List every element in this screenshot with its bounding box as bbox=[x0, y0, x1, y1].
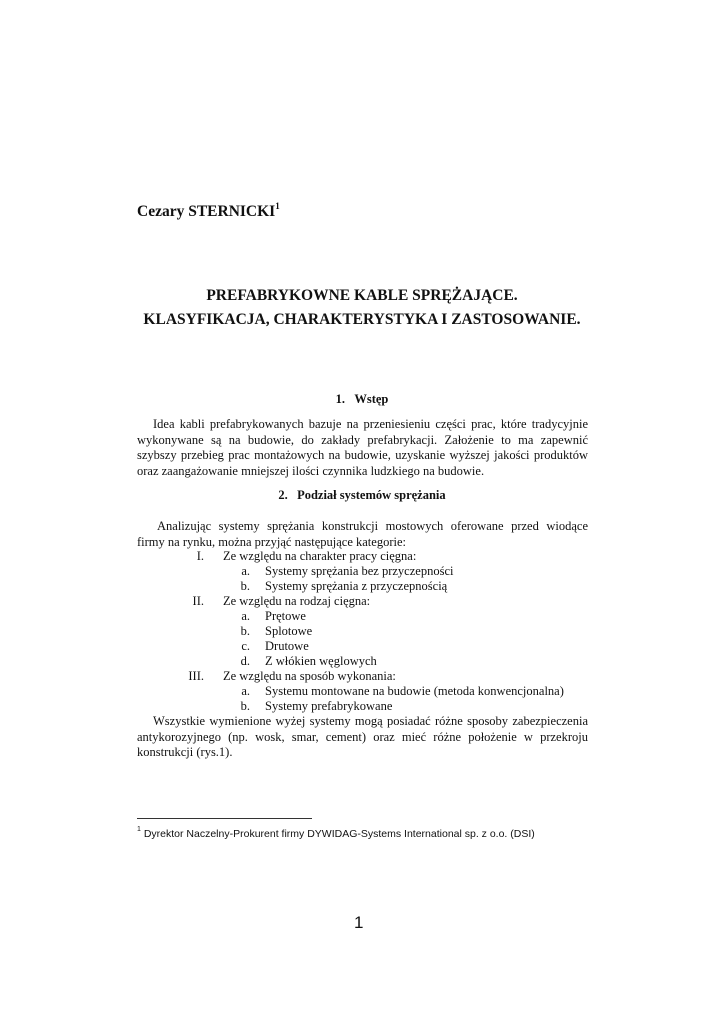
list-item: Splotowe bbox=[265, 624, 313, 638]
list-item-letter: a. bbox=[241, 564, 250, 578]
footnote bbox=[137, 828, 535, 840]
section-heading-classification: 2. Podział systemów sprężania bbox=[278, 488, 446, 502]
list-item: Systemy sprężania bez przyczepności bbox=[265, 564, 454, 578]
footnote-mark: 1 bbox=[137, 826, 141, 833]
list-item: Drutowe bbox=[265, 639, 309, 653]
category-label: Ze względu na rodzaj cięgna: bbox=[223, 594, 371, 608]
list-item-letter: b. bbox=[240, 699, 250, 713]
page-number: 1 bbox=[354, 913, 364, 932]
list-item-letter: a. bbox=[241, 609, 250, 623]
intro-paragraph: Idea kabli prefabrykowanych bazuje na przeniesieniu części prac, które tradycyjnie wykonywane są na budowie, do zakłady prefabrykacji. Założenie to ma zapewnić szybszy przebieg prac montażowych na budowie, uzyskanie wyższej jakości produktów oraz zaangażowanie mniejszej ilości czynnika ludzkiego na budowie. bbox=[137, 417, 588, 478]
classification-intro-paragraph: Analizując systemy sprężania konstrukcji mostowych oferowane przed wiodące firmy na rynku, można przyjąć następujące kategorie: bbox=[137, 519, 588, 549]
list-item-letter: b. bbox=[240, 624, 250, 638]
footnote-text: Dyrektor Naczelny-Prokurent firmy DYWIDAG-Systems International sp. z o.o. (DSI) bbox=[143, 828, 535, 840]
footnote-separator bbox=[137, 818, 312, 819]
list-item-letter: b. bbox=[240, 579, 250, 593]
list-item: Systemu montowane na budowie (metoda konwencjonalna) bbox=[265, 684, 564, 698]
category-number: III. bbox=[188, 669, 204, 683]
list-item-letter: d. bbox=[240, 654, 250, 668]
list-item: Systemy sprężania z przyczepnością bbox=[265, 579, 448, 593]
section-heading-intro: 1. Wstęp bbox=[335, 392, 389, 406]
list-item: Systemy prefabrykowane bbox=[265, 699, 393, 713]
closing-paragraph: Wszystkie wymienione wyżej systemy mogą posiadać różne sposoby zabezpieczenia antykorozyjnego (np. wosk, smar, cement) oraz mieć różne położenie w przekroju konstrukcji (rys.1). bbox=[137, 714, 588, 759]
category-label: Ze względu na sposób wykonania: bbox=[223, 669, 396, 683]
list-item: Prętowe bbox=[265, 609, 306, 623]
author-footnote-mark: 1 bbox=[275, 201, 280, 211]
author-name: Cezary STERNICKI$^1$ bbox=[137, 201, 280, 220]
list-item-letter: a. bbox=[241, 684, 250, 698]
list-item-letter: c. bbox=[241, 639, 250, 653]
document-title-line-2: KLASYFIKACJA, CHARAKTERYSTYKA I ZASTOSOWANIE. bbox=[143, 311, 581, 328]
category-label: Ze względu na charakter pracy cięgna: bbox=[223, 549, 417, 563]
category-number: I. bbox=[196, 549, 204, 563]
category-number: II. bbox=[192, 594, 204, 608]
list-item: Z włókien węglowych bbox=[265, 654, 377, 668]
document-title-line-1: PREFABRYKOWNE KABLE SPRĘŻAJĄCE. bbox=[206, 287, 518, 304]
